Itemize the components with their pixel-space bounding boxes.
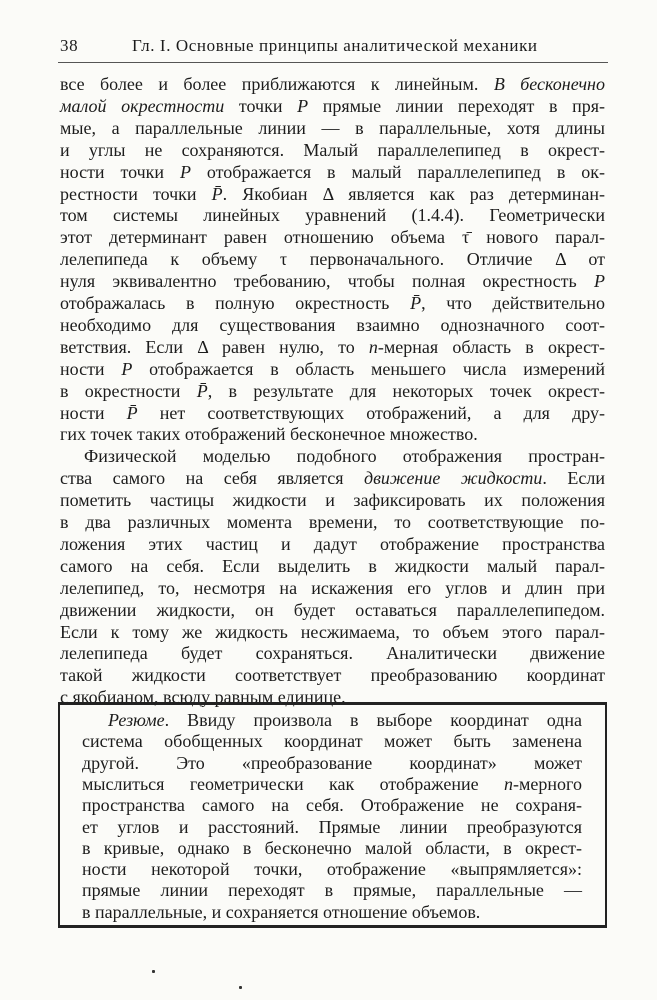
summary-line: в параллельные, и сохраняется отношение объемов.	[82, 901, 481, 922]
text-line: движении жидкости, он будет оставаться параллелепипедом.	[60, 599, 605, 620]
text-line: ветствия. Если Δ равен нулю, то n-мерная область в окрест-	[60, 336, 605, 357]
text-line: ства самого на себя является движение жидкости. Если	[60, 468, 605, 489]
page-number: 38	[60, 36, 79, 55]
summary-line: Резюме. Ввиду произвола в выборе координат одна	[108, 710, 582, 730]
text-line: самого на себя. Если выделить в жидкости малый парал-	[60, 555, 605, 576]
text-line: Если к тому же жидкость несжимаема, то объем этого парал-	[60, 621, 605, 642]
summary-line: пространства самого на себя. Отображение не сохраня-	[82, 795, 582, 816]
text-line: в два различных момента времени, то соответствующие по-	[60, 512, 605, 532]
text-line: лелепипеда будет сохраняться. Аналитически движение	[60, 643, 605, 664]
text-line: с якобианом, всюду равным единице.	[60, 687, 346, 708]
text-line: такой жидкости соответствует преобразованию координат	[60, 665, 605, 686]
text-line: том системы линейных уравнений (1.4.4). Геометрически	[60, 205, 605, 226]
text-line: и углы не сохраняются. Малый параллелепипед в окрест-	[60, 139, 605, 160]
page-header	[60, 36, 608, 62]
summary-line: другой. Это «преобразование координат» может	[82, 752, 582, 773]
summary-line: ности некоторой точки, отображение «выпрямляется»:	[82, 859, 582, 880]
text-line: нуля эквивалентно требованию, чтобы полная окрестность P	[60, 271, 605, 292]
text-line: рестности точки P̄. Якобиан Δ является как раз детерминан-	[60, 183, 605, 204]
summary-line: ет углов и расстояний. Прямые линии преобразуются	[82, 816, 582, 837]
summary-line: система обобщенных координат может быть заменена	[82, 731, 582, 752]
text-line: отображалась в полную окрестность P̄, что действительно	[60, 293, 605, 313]
text-line: малой окрестности точки P прямые линии переходят в пря-	[60, 95, 606, 116]
print-speck	[152, 970, 155, 973]
summary-line: прямые линии переходят в прямые, параллельные —	[82, 880, 582, 901]
text-line: необходимо для существования взаимно однозначного соот-	[60, 314, 605, 335]
header-rule	[58, 62, 608, 63]
text-line: гих точек таких отображений бесконечное множество.	[60, 424, 478, 445]
running-head: Гл. I. Основные принципы аналитической механики	[132, 36, 538, 55]
summary-line: мыслиться геометрически как отображение n-мерного	[82, 773, 582, 794]
text-line: Физической моделью подобного отображения простран-	[84, 446, 605, 467]
text-line: все более и более приближаются к линейным. В бесконечно	[60, 74, 605, 94]
text-line: ности P̄ нет соответствующих отображений, а для дру-	[60, 402, 605, 423]
text-line: ложения этих частиц и дадут отображение пространства	[60, 533, 605, 554]
print-speck	[239, 986, 242, 989]
text-line: лелепипед, то, несмотря на искажения его углов и длин при	[60, 577, 605, 598]
text-line: в окрестности P̄, в результате для некоторых точек окрест-	[60, 380, 605, 401]
text-line: мые, а параллельные линии — в параллельные, хотя длины	[60, 117, 605, 138]
text-line: ности P отображается в область меньшего числа измерений	[60, 358, 605, 379]
summary-line: в кривые, однако в бесконечно малой области, в окрест-	[82, 837, 582, 858]
text-line: ности точки P отображается в малый параллелепипед в ок-	[60, 161, 605, 182]
text-line: пометить частицы жидкости и зафиксировать их положения	[60, 490, 605, 511]
text-line: лелепипеда к объему τ первоначального. Отличие Δ от	[60, 249, 605, 270]
text-line: этот детерминант равен отношению объема τ̄ нового парал-	[60, 227, 605, 248]
